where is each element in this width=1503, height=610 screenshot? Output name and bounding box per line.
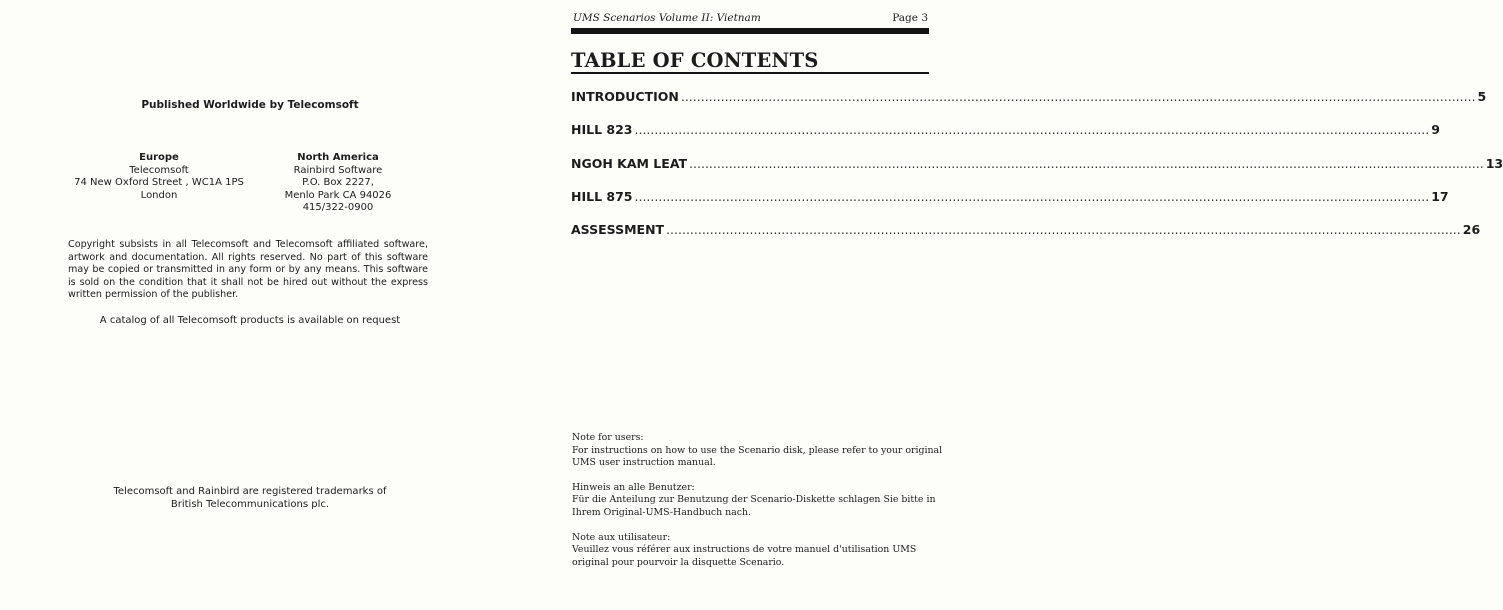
europe-line: 74 New Oxford Street , WC1A 1PS — [74, 177, 244, 188]
europe-line: Telecomsoft — [129, 164, 189, 176]
toc-entry-label: ASSESSMENT — [571, 222, 665, 238]
toc-entry-page: 9 — [1431, 122, 1440, 138]
note-line: Für die Anteilung zur Benutzung der Scenario-Diskette schlagen Sie bitte in — [572, 494, 936, 506]
page-number: Page 3 — [892, 12, 928, 24]
europe-heading: Europe — [139, 152, 179, 163]
toc-leader-dots: ........................................................................................................................................................................................................ — [680, 89, 1476, 104]
north-america-line: 415/322-0900 — [302, 202, 374, 213]
toc-leader-dots: ........................................................................................................................................................................................................ — [634, 122, 1430, 138]
toc-entry — [571, 155, 1503, 189]
table-of-contents — [571, 89, 1503, 255]
note-line: For instructions on how to use the Scenario disk, please refer to your original — [572, 444, 943, 456]
note-line: Hinweis an alle Benutzer: — [572, 481, 695, 493]
toc-entry-label: NGOH KAM LEAT — [571, 155, 688, 171]
toc-entry-page: 26 — [1462, 222, 1481, 238]
user-notes — [572, 432, 944, 581]
toc-entry — [571, 122, 1440, 155]
toc-entry-label: HILL 823 — [571, 122, 633, 138]
note-line: Note for users: — [572, 432, 644, 443]
catalog-note: A catalog of all Telecomsoft products is available on request — [99, 315, 401, 326]
north-america-address — [268, 152, 408, 215]
toc-entry — [571, 188, 1449, 222]
toc-entry-page: 5 — [1477, 89, 1487, 104]
europe-line: London — [140, 189, 178, 201]
header-rule — [571, 28, 929, 34]
right-page — [500, 0, 1503, 610]
toc-entry-label: INTRODUCTION — [571, 89, 679, 104]
left-page — [0, 0, 500, 610]
toc-leader-dots: ........................................................................................................................................................................................................ — [666, 222, 1461, 238]
note-german — [572, 482, 944, 520]
running-head: UMS Scenarios Volume II: Vietnam — [573, 12, 761, 24]
toc-entry-page: 17 — [1431, 188, 1449, 204]
note-line: Note aux utilisateur: — [572, 531, 671, 543]
note-french — [572, 532, 944, 570]
note-line: Ihrem Original-UMS-Handbuch nach. — [572, 506, 752, 518]
note-line: original pour pourvoir la disquette Scenario. — [572, 556, 785, 568]
note-line: Veuillez vous référer aux instructions de votre manuel d'utilisation UMS — [572, 544, 917, 556]
toc-leader-dots: ........................................................................................................................................................................................................ — [634, 188, 1430, 204]
toc-leader-dots: ........................................................................................................................................................................................................ — [689, 155, 1484, 171]
toc-entry-page: 13 — [1485, 155, 1503, 171]
toc-entry-label: HILL 875 — [571, 188, 633, 204]
toc-title: TABLE OF CONTENTS — [571, 49, 819, 72]
copyright-notice: Copyright subsists in all Telecomsoft and Telecomsoft affiliated software, artwork and documentation. All rights reserved. No part of this software may be copied or transmitted in any form or by any means. This software is sold on the condition that it shall not be hired out without the express written permission of the publisher. — [68, 239, 428, 301]
note-line: UMS user instruction manual. — [572, 457, 716, 469]
trademark-line: British Telecommunications plc. — [170, 499, 330, 510]
trademark-line: Telecomsoft and Rainbird are registered trademarks of — [113, 486, 387, 497]
title-rule — [571, 72, 929, 74]
north-america-heading: North America — [297, 152, 379, 163]
publisher-line: Published Worldwide by Telecomsoft — [141, 99, 359, 111]
toc-entry — [571, 89, 1487, 122]
north-america-line: Menlo Park CA 94026 — [284, 189, 392, 201]
north-america-line: P.O. Box 2227, — [302, 177, 374, 188]
europe-address — [60, 152, 258, 202]
toc-entry — [571, 222, 1481, 255]
note-english — [572, 432, 944, 470]
north-america-line: Rainbird Software — [293, 164, 383, 176]
trademark-notice — [50, 485, 450, 511]
